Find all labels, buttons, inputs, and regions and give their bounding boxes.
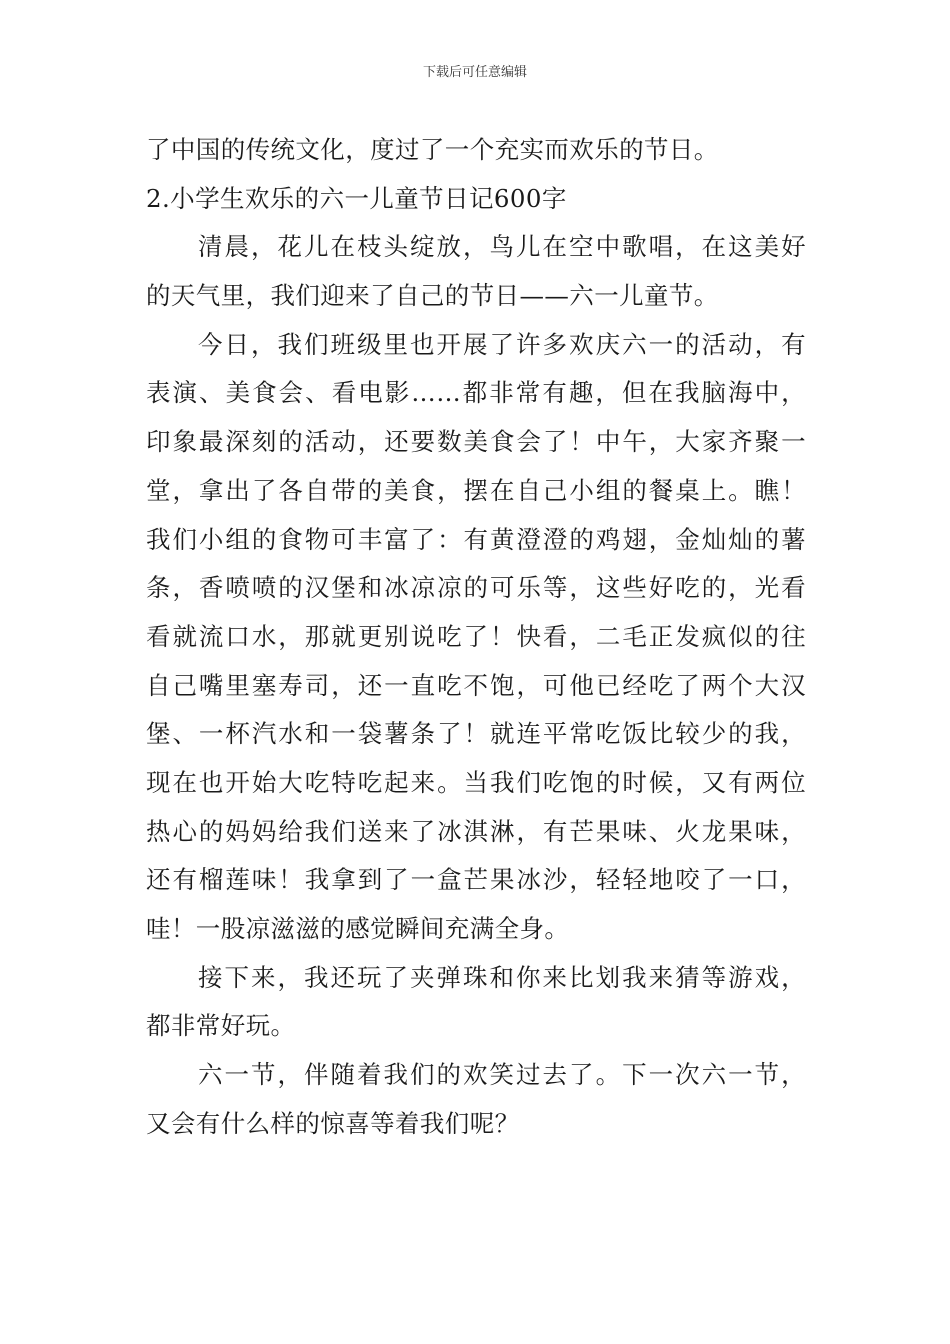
text-line: 今日，我们班级里也开展了许多欢庆六一的活动，有 [198,329,806,359]
text-line: 我们小组的食物可丰富了：有黄澄澄的鸡翅，金灿灿的薯 [146,524,806,554]
text-line: 热心的妈妈给我们送来了冰淇淋，有芒果味、火龙果味， [146,816,806,846]
text-line: 条，香喷喷的汉堡和冰凉凉的可乐等，这些好吃的，光看 [146,573,806,603]
text-line: 还有榴莲味！我拿到了一盒芒果冰沙，轻轻地咬了一口， [146,865,806,895]
page-header-note: 下载后可任意编辑 [422,65,527,80]
text-line: 现在也开始大吃特吃起来。当我们吃饱的时候，又有两位 [146,767,806,797]
text-line: 又会有什么样的惊喜等着我们呢？ [146,1108,520,1138]
section-heading: 2.小学生欢乐的六一儿童节日记600字 [146,183,567,213]
text-line: 哇！一股凉滋滋的感觉瞬间充满全身。 [146,914,570,943]
article-body [146,126,806,1148]
text-line: 了中国的传统文化，度过了一个充实而欢乐的节日。 [146,135,719,164]
text-line: 表演、美食会、看电影……都非常有趣，但在我脑海中， [146,378,806,408]
text-line: 印象最深刻的活动，还要数美食会了！中午，大家齐聚一 [146,427,806,457]
text-line: 堂，拿出了各自带的美食，摆在自己小组的餐桌上。瞧！ [146,475,806,505]
text-line: 接下来，我还玩了夹弹珠和你来比划我来猜等游戏， [198,962,806,992]
text-line: 六一节，伴随着我们的欢笑过去了。下一次六一节， [198,1060,806,1090]
text-line: 清晨，花儿在枝头绽放，鸟儿在空中歌唱，在这美好 [198,232,806,262]
text-line: 堡、一杯汽水和一袋薯条了！就连平常吃饭比较少的我， [146,719,806,749]
text-line: 自己嘴里塞寿司，还一直吃不饱，可他已经吃了两个大汉 [146,670,806,700]
text-line: 都非常好玩。 [146,1011,296,1041]
text-line: 看就流口水，那就更别说吃了！快看，二毛正发疯似的往 [146,621,806,651]
text-line: 的天气里，我们迎来了自己的节日——六一儿童节。 [146,281,719,311]
